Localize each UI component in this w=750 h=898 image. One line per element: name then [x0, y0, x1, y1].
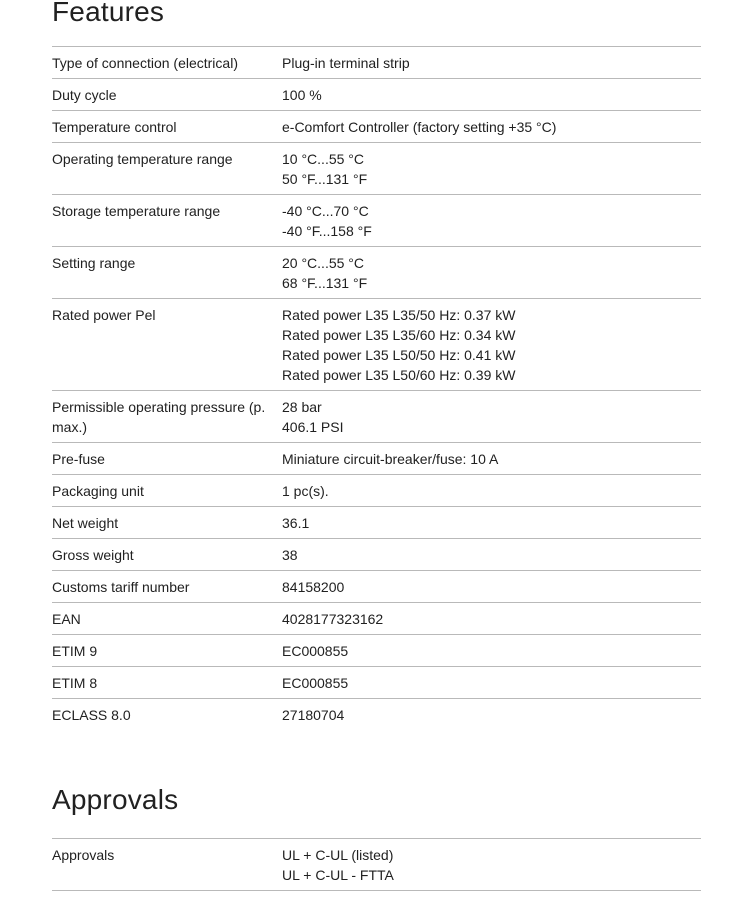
spec-row-label: Approvals	[52, 839, 282, 891]
spec-value-line: Rated power L35 L50/50 Hz: 0.41 kW	[282, 346, 516, 363]
spec-row-value	[282, 475, 701, 507]
spec-row-label: Pre-fuse	[52, 443, 282, 475]
spec-value-line: UL + C-UL - FTTA	[282, 866, 394, 883]
features-section-title: Features	[52, 0, 165, 27]
spec-row-label: Duty cycle	[52, 79, 282, 111]
spec-row-value	[282, 667, 701, 699]
spec-row	[52, 539, 701, 571]
spec-row-label: Type of connection (electrical)	[52, 47, 282, 79]
spec-row-label: ETIM 9	[52, 635, 282, 667]
spec-value-line: 1 pc(s).	[282, 482, 329, 499]
features-spec-table	[52, 46, 701, 730]
spec-row	[52, 143, 701, 195]
spec-value-line: UL + C-UL (listed)	[282, 846, 394, 863]
spec-row-value	[282, 507, 701, 539]
spec-row	[52, 571, 701, 603]
spec-value-line: 4028177323162	[282, 610, 384, 627]
spec-row-label: Gross weight	[52, 539, 282, 571]
spec-row	[52, 507, 701, 539]
spec-row	[52, 635, 701, 667]
spec-row	[52, 839, 701, 891]
spec-value-line: 10 °C...55 °C	[282, 150, 365, 167]
approvals-spec-table	[52, 838, 701, 891]
spec-row	[52, 47, 701, 79]
spec-row-label: EAN	[52, 603, 282, 635]
spec-row-value	[282, 79, 701, 111]
spec-row-value	[282, 299, 701, 391]
spec-row	[52, 443, 701, 475]
spec-row	[52, 391, 701, 443]
spec-row-value	[282, 247, 701, 299]
spec-row-label: Setting range	[52, 247, 282, 299]
spec-row	[52, 667, 701, 699]
spec-row	[52, 79, 701, 111]
spec-value-line: e-Comfort Controller (factory setting +35 °C)	[282, 118, 557, 135]
spec-value-line: 27180704	[282, 706, 345, 723]
spec-value-line: 36.1	[282, 514, 310, 531]
spec-value-line: EC000855	[282, 674, 349, 691]
spec-value-line: Rated power L35 L35/60 Hz: 0.34 kW	[282, 326, 516, 343]
spec-row-label: Permissible operating pressure (p. max.)	[52, 391, 282, 443]
spec-row	[52, 247, 701, 299]
spec-value-line: 28 bar	[282, 398, 322, 415]
spec-row-value	[282, 47, 701, 79]
spec-value-line: 68 °F...131 °F	[282, 274, 368, 291]
spec-value-line: Rated power L35 L50/60 Hz: 0.39 kW	[282, 366, 516, 383]
approvals-section-title: Approvals	[52, 784, 179, 815]
spec-row-label: Temperature control	[52, 111, 282, 143]
spec-row	[52, 195, 701, 247]
spec-value-line: 84158200	[282, 578, 345, 595]
spec-row-label: Operating temperature range	[52, 143, 282, 195]
spec-row	[52, 603, 701, 635]
spec-row	[52, 475, 701, 507]
spec-value-line: 100 %	[282, 86, 322, 103]
spec-value-line: 50 °F...131 °F	[282, 170, 368, 187]
spec-row-value	[282, 603, 701, 635]
spec-row-value	[282, 443, 701, 475]
spec-value-line: 406.1 PSI	[282, 418, 344, 435]
spec-row-value	[282, 635, 701, 667]
spec-value-line: EC000855	[282, 642, 349, 659]
spec-value-line: Plug-in terminal strip	[282, 54, 410, 71]
spec-value-line: 38	[282, 546, 298, 563]
spec-value-line: 20 °C...55 °C	[282, 254, 365, 271]
spec-row-label: Rated power Pel	[52, 299, 282, 391]
spec-value-line: -40 °C...70 °C	[282, 202, 369, 219]
spec-row-label: Storage temperature range	[52, 195, 282, 247]
spec-row-label: Packaging unit	[52, 475, 282, 507]
spec-row-value	[282, 539, 701, 571]
spec-row	[52, 299, 701, 391]
spec-row-label: Net weight	[52, 507, 282, 539]
spec-row	[52, 111, 701, 143]
spec-row-value	[282, 111, 701, 143]
spec-row-label: ECLASS 8.0	[52, 699, 282, 731]
spec-row-label: ETIM 8	[52, 667, 282, 699]
spec-row-value	[282, 143, 701, 195]
spec-row-label: Customs tariff number	[52, 571, 282, 603]
spec-value-line: Miniature circuit-breaker/fuse: 10 A	[282, 450, 499, 467]
spec-value-line: -40 °F...158 °F	[282, 222, 372, 239]
spec-row-value	[282, 571, 701, 603]
spec-row-value	[282, 699, 701, 731]
spec-row	[52, 699, 701, 731]
spec-row-value	[282, 391, 701, 443]
spec-row-value	[282, 195, 701, 247]
spec-value-line: Rated power L35 L35/50 Hz: 0.37 kW	[282, 306, 516, 323]
spec-row-value	[282, 839, 701, 891]
